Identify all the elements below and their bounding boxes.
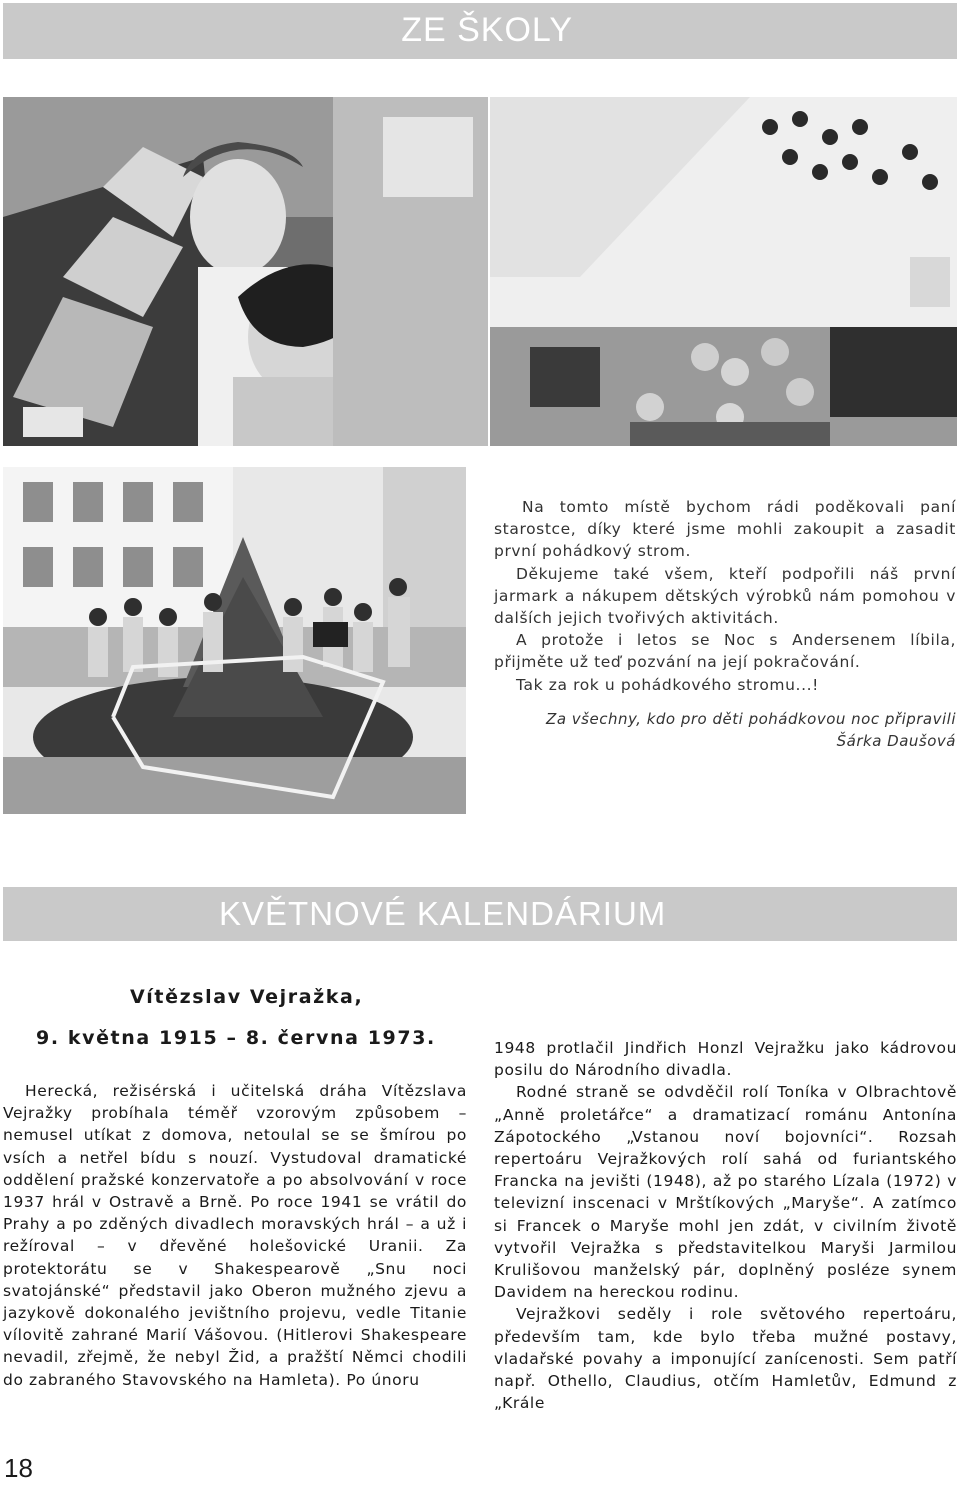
photo-tree-planting <box>3 467 466 814</box>
article-paragraph: Rodné straně se odvděčil rolí Toníka v Olbrachtově „Anně proletářce“ a dramatizací románu Antonína Zápotockého „Vstanou noví bojovníci“. Rozsah repertoáru Vejražkových rolí sahá od furiantského Francka na jevišti (1948), až po starého Lízala (1972) v televizní inscenaci v Mrštíkových „Maryše“. A zatímco si Francek o Maryše mohl jen zdát, v civilním životě vytvořil Vejražka s představitelkou Maryši Jarmilou Krulišovou manželský pár, doplněný posléze synem Davidem na hereckou rodinu. <box>494 1083 957 1302</box>
article-paragraph: Herecká, režisérská i učitelská dráha Vítězslava Vejražky probíhala téměř vzorovým způsobem – nemusel utíkat z domova, netoulal se se šmírou po vsích a netřel bídu s nouzí. Vystudoval dramatické oddělení pražské konzervatoře a po absolvování v roce 1937 hrál v Ostravě a Brně. Po roce 1941 se vrátil do Prahy a po zděných divadlech moravských hrál – a už i režíroval – v dřevěné holešovické Uranii. Za protektorátu se v Shakespearově „Snu noci svatojánské“ představil jako Oberon mužného zjevu a jazykově dokonalého jevištního projevu, vedle Titanie vílovitě zahrané Marií Vášovou. (Hitlerovi Shakespeare nevadil, zřejmě, že nebyl Žid, a pražští Němci chodili do zabraného Stavovského na Hamleta). Po únoru <box>3 1082 467 1389</box>
photo-attic-children <box>490 97 957 446</box>
thanks-paragraph: Na tomto místě bychom rádi poděkovali paní starostce, díky které jsme mohli zakoupit a zasadit první pohádkový strom. <box>494 498 956 561</box>
article-heading-dates: 9. května 1915 – 8. června 1973. <box>36 1027 436 1049</box>
section-header-kalendarium <box>3 887 957 941</box>
signoff <box>494 708 956 752</box>
article-heading-name: Vítězslav Vejražka, <box>130 986 364 1008</box>
article-paragraph: Vejražkovi seděly i role světového repertoáru, především tam, kde bylo třeba mužné postavy, vladařské povahy a imponující zanícenosti. Sem patří např. Othello, Claudius, otčím Hamletův, Edmund z „Krále <box>494 1305 957 1413</box>
page-number: 18 <box>4 1453 33 1483</box>
section-title: KVĚTNOVÉ KALENDÁRIUM <box>219 895 667 932</box>
article-column-left <box>3 1080 467 1391</box>
thanks-paragraph: A protože i letos se Noc s Andersenem líbila, přijměte už teď pozvání na její pokračování. <box>494 631 956 672</box>
section-header-ze-skoly <box>3 3 957 59</box>
section-title: ZE ŠKOLY <box>401 11 573 49</box>
article-paragraph: 1948 protlačil Jindřich Honzl Vejražku jako kádrovou posilu do Národního divadla. <box>494 1039 957 1080</box>
thanks-paragraph: Děkujeme také všem, kteří podpořili náš první jarmark a nákupem dětských výrobků nám pomohou v dalších jejich tvořivých aktivitách. <box>494 564 956 628</box>
photo-craft-fair <box>3 97 488 446</box>
signoff-line: Za všechny, kdo pro děti pohádkovou noc připravili <box>546 710 956 728</box>
signoff-author: Šárka Daušová <box>836 732 956 750</box>
article-column-right <box>494 1037 957 1414</box>
thanks-text <box>494 496 956 696</box>
thanks-paragraph: Tak za rok u pohádkového stromu...! <box>516 675 819 694</box>
